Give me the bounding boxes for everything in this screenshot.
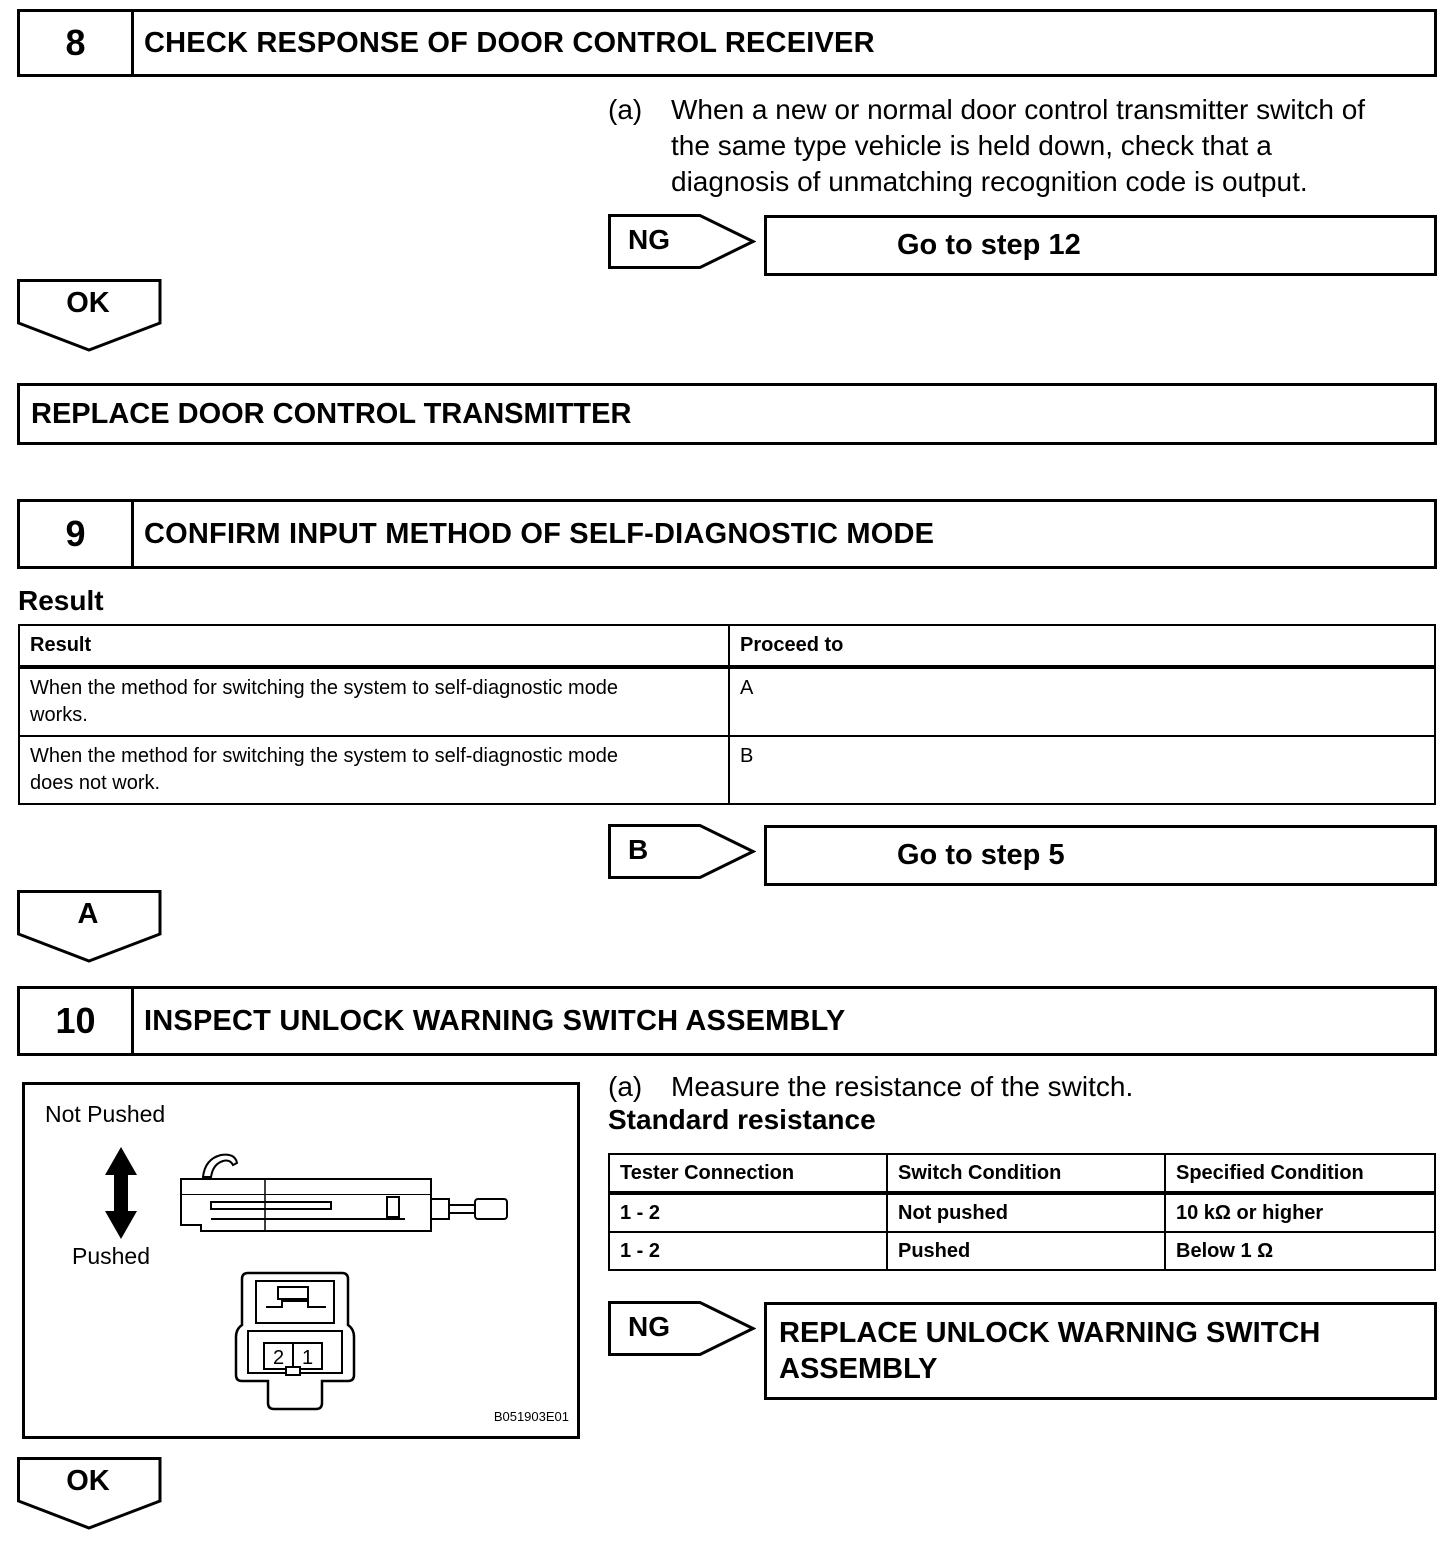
standard-resistance-table bbox=[608, 1153, 1436, 1271]
branch-label: NG bbox=[628, 1311, 670, 1342]
col-header-tester-connection: Tester Connection bbox=[609, 1154, 887, 1193]
next-label: OK bbox=[66, 287, 110, 319]
step-10-header bbox=[17, 986, 1437, 1056]
pin-2-label: 2 bbox=[273, 1347, 285, 1369]
label-pushed: Pushed bbox=[72, 1243, 151, 1269]
switch-figure bbox=[22, 1082, 580, 1439]
ok-down-tag bbox=[17, 1457, 163, 1531]
instruction-text: Measure the resistance of the switch. bbox=[671, 1071, 1134, 1102]
instruction-text bbox=[671, 92, 1365, 200]
step-9-header bbox=[17, 499, 1437, 569]
table-row bbox=[19, 667, 1435, 736]
figure-code: B051903E01 bbox=[493, 1409, 569, 1424]
next-label: OK bbox=[66, 1465, 110, 1497]
step-10-instruction bbox=[608, 1069, 1438, 1109]
branch-label: B bbox=[628, 834, 649, 865]
spec-cell: 10 kΩ or higher bbox=[1165, 1193, 1435, 1232]
step-8-header bbox=[17, 9, 1437, 77]
result-line: works. bbox=[30, 704, 88, 726]
goto-step-5-box bbox=[764, 825, 1437, 886]
next-label: A bbox=[77, 898, 99, 930]
step-number: 10 bbox=[20, 989, 134, 1053]
step-title: CONFIRM INPUT METHOD OF SELF-DIAGNOSTIC MODE bbox=[144, 517, 935, 550]
result-cell bbox=[19, 667, 729, 736]
instruction-line: the same type vehicle is held down, check that a bbox=[671, 130, 1272, 161]
result-line: does not work. bbox=[30, 772, 161, 794]
replace-switch-text bbox=[779, 1315, 1320, 1387]
replace-transmitter-box bbox=[17, 383, 1437, 445]
instruction-line: When a new or normal door control transmitter switch of bbox=[671, 94, 1366, 125]
instruction-label: (a) bbox=[608, 1071, 643, 1102]
condition-cell: Not pushed bbox=[887, 1193, 1165, 1232]
result-caption: Result bbox=[18, 585, 104, 616]
instruction-label: (a) bbox=[608, 94, 643, 125]
col-header-switch-condition: Switch Condition bbox=[887, 1154, 1165, 1193]
goto-step-12-box bbox=[764, 215, 1437, 276]
step-title: INSPECT UNLOCK WARNING SWITCH ASSEMBLY bbox=[144, 1004, 846, 1037]
pin-1-label: 1 bbox=[302, 1347, 314, 1369]
result-line: When the method for switching the system to self-diagnostic mode bbox=[30, 677, 619, 699]
table-row bbox=[19, 736, 1435, 804]
switch-side-view-icon bbox=[175, 1147, 515, 1247]
label-not-pushed: Not Pushed bbox=[45, 1101, 166, 1127]
double-arrow-icon bbox=[101, 1145, 141, 1241]
col-header-result: Result bbox=[19, 625, 729, 667]
table-row bbox=[609, 1232, 1435, 1270]
replace-switch-box bbox=[764, 1302, 1437, 1400]
result-table bbox=[18, 624, 1436, 805]
connector-face-icon bbox=[230, 1267, 360, 1417]
ng-branch-tag bbox=[608, 1301, 756, 1357]
proceed-cell: B bbox=[729, 736, 1435, 804]
connection-cell: 1 - 2 bbox=[609, 1232, 887, 1270]
spec-caption: Standard resistance bbox=[608, 1104, 876, 1135]
step-8-instruction bbox=[608, 92, 1438, 202]
a-down-tag bbox=[17, 890, 163, 964]
branch-label: NG bbox=[628, 224, 670, 255]
step-title: CHECK RESPONSE OF DOOR CONTROL RECEIVER bbox=[144, 26, 875, 59]
instruction-line: diagnosis of unmatching recognition code is output. bbox=[671, 166, 1308, 197]
result-cell bbox=[19, 736, 729, 804]
replace-line: ASSEMBLY bbox=[779, 1353, 938, 1385]
col-header-specified-condition: Specified Condition bbox=[1165, 1154, 1435, 1193]
goto-text: Go to step 12 bbox=[897, 229, 1081, 261]
goto-text: Go to step 5 bbox=[897, 839, 1065, 871]
b-branch-tag bbox=[608, 824, 756, 880]
spec-cell: Below 1 Ω bbox=[1165, 1232, 1435, 1270]
connection-cell: 1 - 2 bbox=[609, 1193, 887, 1232]
col-header-proceed: Proceed to bbox=[729, 625, 1435, 667]
condition-cell: Pushed bbox=[887, 1232, 1165, 1270]
proceed-cell: A bbox=[729, 667, 1435, 736]
result-line: When the method for switching the system to self-diagnostic mode bbox=[30, 745, 619, 767]
ng-branch-tag bbox=[608, 214, 756, 270]
step-number: 9 bbox=[20, 502, 134, 566]
step-number: 8 bbox=[20, 12, 134, 74]
ok-down-tag bbox=[17, 279, 163, 353]
replace-line: REPLACE UNLOCK WARNING SWITCH bbox=[779, 1317, 1321, 1349]
table-row bbox=[609, 1193, 1435, 1232]
replace-title: REPLACE DOOR CONTROL TRANSMITTER bbox=[31, 397, 632, 430]
